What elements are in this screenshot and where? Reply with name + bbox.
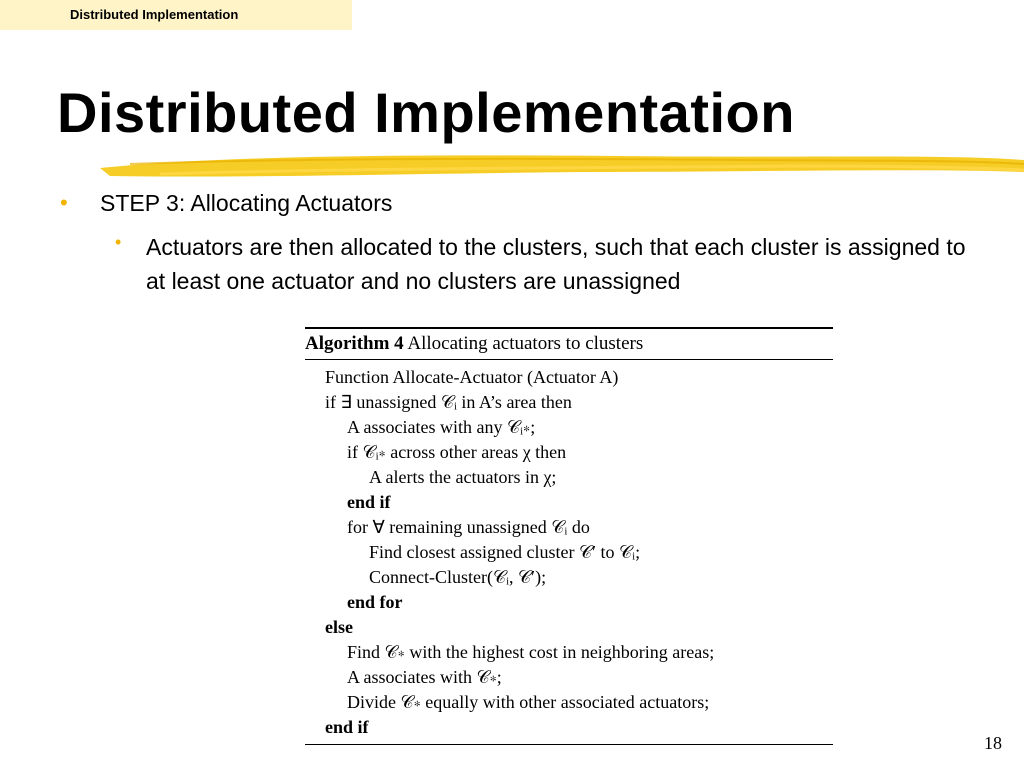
bullet-dot-icon: • — [60, 190, 68, 215]
algorithm-box — [305, 327, 833, 747]
header-tab — [0, 0, 352, 30]
algorithm-line: if 𝒞ᵢ∗ across other areas χ then — [347, 442, 567, 462]
sub-bullet-dot-icon: • — [115, 232, 122, 252]
algorithm-line: else — [325, 617, 353, 637]
header-tab-label: Distributed Implementation — [70, 7, 239, 22]
algorithm-bottom-rule — [305, 744, 833, 745]
bullet-step3: STEP 3: Allocating Actuators — [100, 190, 393, 216]
algorithm-line: for ∀ remaining unassigned 𝒞ᵢ do — [347, 517, 590, 537]
algorithm-caption — [305, 333, 643, 355]
slide-title: Distributed Implementation — [57, 81, 795, 144]
algorithm-caption-text: Allocating actuators to clusters — [407, 333, 644, 354]
algorithm-line: if ∃ unassigned 𝒞ᵢ in A’s area then — [325, 392, 572, 412]
page-number: 18 — [984, 733, 1002, 753]
algorithm-line: Function Allocate-Actuator (Actuator A) — [325, 367, 619, 387]
algorithm-line: A associates with 𝒞∗; — [347, 667, 502, 687]
sub-bullet-actuators: Actuators are then allocated to the clusters, such that each cluster is assigned to at least one actuator and no clusters are unassigned — [146, 234, 966, 294]
algorithm-mid-rule — [305, 359, 833, 360]
title-underline-brush — [100, 146, 1024, 186]
algorithm-top-rule — [305, 327, 833, 329]
algorithm-line: A associates with any 𝒞ᵢ∗; — [347, 417, 536, 437]
algorithm-line: Find 𝒞∗ with the highest cost in neighboring areas; — [347, 642, 715, 662]
algorithm-line: A alerts the actuators in χ; — [369, 467, 557, 487]
algorithm-line: end if — [347, 492, 391, 512]
algorithm-line: Find closest assigned cluster 𝒞′ to 𝒞ᵢ; — [369, 542, 641, 562]
algorithm-line: Divide 𝒞∗ equally with other associated actuators; — [347, 692, 710, 712]
algorithm-line: end for — [347, 592, 403, 612]
algorithm-label: Algorithm 4 — [305, 333, 404, 354]
algorithm-line: Connect-Cluster(𝒞ᵢ, 𝒞′); — [369, 567, 547, 587]
algorithm-line: end if — [325, 717, 369, 737]
